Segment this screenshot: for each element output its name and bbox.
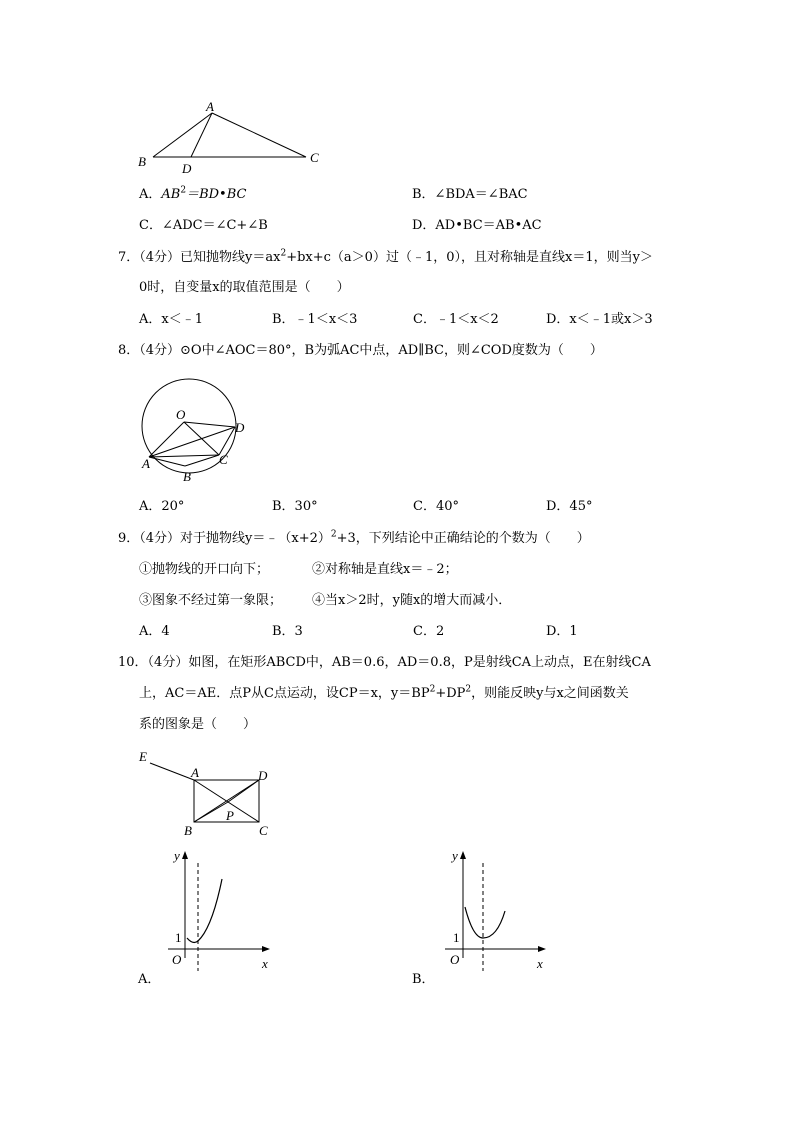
graph-a-label[interactable]: A． — [138, 972, 161, 987]
q8-option-c[interactable]: C．40° — [413, 499, 459, 514]
point-label-b: B — [184, 823, 192, 838]
point-label-o: O — [176, 407, 186, 422]
point-label-a: A — [191, 765, 199, 780]
graph-option-a — [160, 843, 280, 973]
circle-o-figure — [135, 378, 255, 490]
point-label-d: D — [182, 161, 192, 176]
tick-label-one: 1 — [175, 930, 182, 945]
point-label-a: A — [206, 99, 214, 114]
rectangle-abcd-figure — [130, 748, 290, 843]
point-label-b: B — [138, 154, 146, 169]
q7-option-b[interactable]: B．﹣1＜x＜3 — [272, 312, 358, 327]
point-label-d: D — [235, 420, 245, 435]
q10-stem-line3: 系的图象是（ ） — [139, 717, 257, 732]
q6-option-a[interactable]: A．$AB^2=BD•BC$ — [139, 185, 247, 202]
q9-stem: 9．（4分）对于抛物线$y=﹣(x+2)^2+3$，下列结论中正确结论的个数为（ ） — [118, 529, 590, 546]
point-label-a: A — [142, 456, 150, 471]
origin-label: O — [450, 952, 460, 967]
point-label-b: B — [183, 469, 191, 484]
q8-stem: 8．（4分）⊙O中∠AOC＝80°，B为弧AC中点，AD∥BC，则∠COD度数为（ ） — [118, 343, 603, 358]
point-label-d: D — [258, 768, 268, 783]
q8-option-d[interactable]: D．45° — [546, 499, 593, 514]
q9-option-d[interactable]: D．1 — [546, 624, 578, 639]
q7-stem-line1: 7．（4分）已知抛物线$y=ax^2+bx+c(a>0)$过（﹣1，0），且对称轴是直线x＝1，则当y＞ — [118, 248, 653, 265]
graph-option-b — [437, 843, 557, 973]
q9-option-b[interactable]: B．3 — [272, 624, 303, 639]
q7-option-d[interactable]: D．x＜﹣1或x＞3 — [546, 312, 653, 327]
q10-stem-line1: 10．（4分）如图，在矩形ABCD中，AB＝0.6，AD＝0.8，P是射线CA上动点，E在射线CA — [118, 655, 651, 670]
q9-statement-2: ②对称轴是直线x＝﹣2； — [312, 562, 458, 577]
q9-statement-1: ①抛物线的开口向下； — [139, 562, 270, 577]
point-label-p: P — [226, 808, 234, 823]
q7-stem-line2: 0时，自变量x的取值范围是（ ） — [139, 280, 350, 295]
q9-statement-3: ③图象不经过第一象限； — [139, 593, 283, 608]
axis-label-x: x — [537, 956, 543, 971]
q9-option-a[interactable]: A．4 — [139, 624, 170, 639]
q8-option-a[interactable]: A．20° — [139, 499, 185, 514]
q7-option-c[interactable]: C．﹣1＜x＜2 — [413, 312, 499, 327]
q6-option-c[interactable]: C．∠ADC＝∠C+∠B — [139, 218, 268, 233]
tick-label-one: 1 — [453, 930, 460, 945]
point-label-c: C — [219, 452, 228, 467]
origin-label: O — [172, 952, 182, 967]
q6-option-b[interactable]: B．∠BDA＝∠BAC — [412, 187, 528, 202]
q9-statement-4: ④当x＞2时，y随x的增大而减小． — [312, 593, 512, 608]
q9-option-c[interactable]: C．2 — [413, 624, 445, 639]
point-label-e: E — [139, 749, 147, 764]
triangle-abd-figure — [130, 98, 330, 178]
point-label-c: C — [310, 150, 319, 165]
q7-option-a[interactable]: A．x＜﹣1 — [139, 312, 203, 327]
axis-label-y: y — [452, 848, 458, 863]
q6-option-d[interactable]: D．AD•BC＝AB•AC — [412, 218, 542, 233]
axis-label-y: y — [174, 848, 180, 863]
axis-label-x: x — [262, 956, 268, 971]
graph-b-label[interactable]: B． — [412, 972, 435, 987]
q10-stem-line2: 上，AC＝AE．点P从C点运动，设CP＝x，$y=BP^2+DP^2$，则能反映y与x之间函数关 — [139, 684, 629, 701]
q8-option-b[interactable]: B．30° — [272, 499, 318, 514]
point-label-c: C — [259, 823, 268, 838]
